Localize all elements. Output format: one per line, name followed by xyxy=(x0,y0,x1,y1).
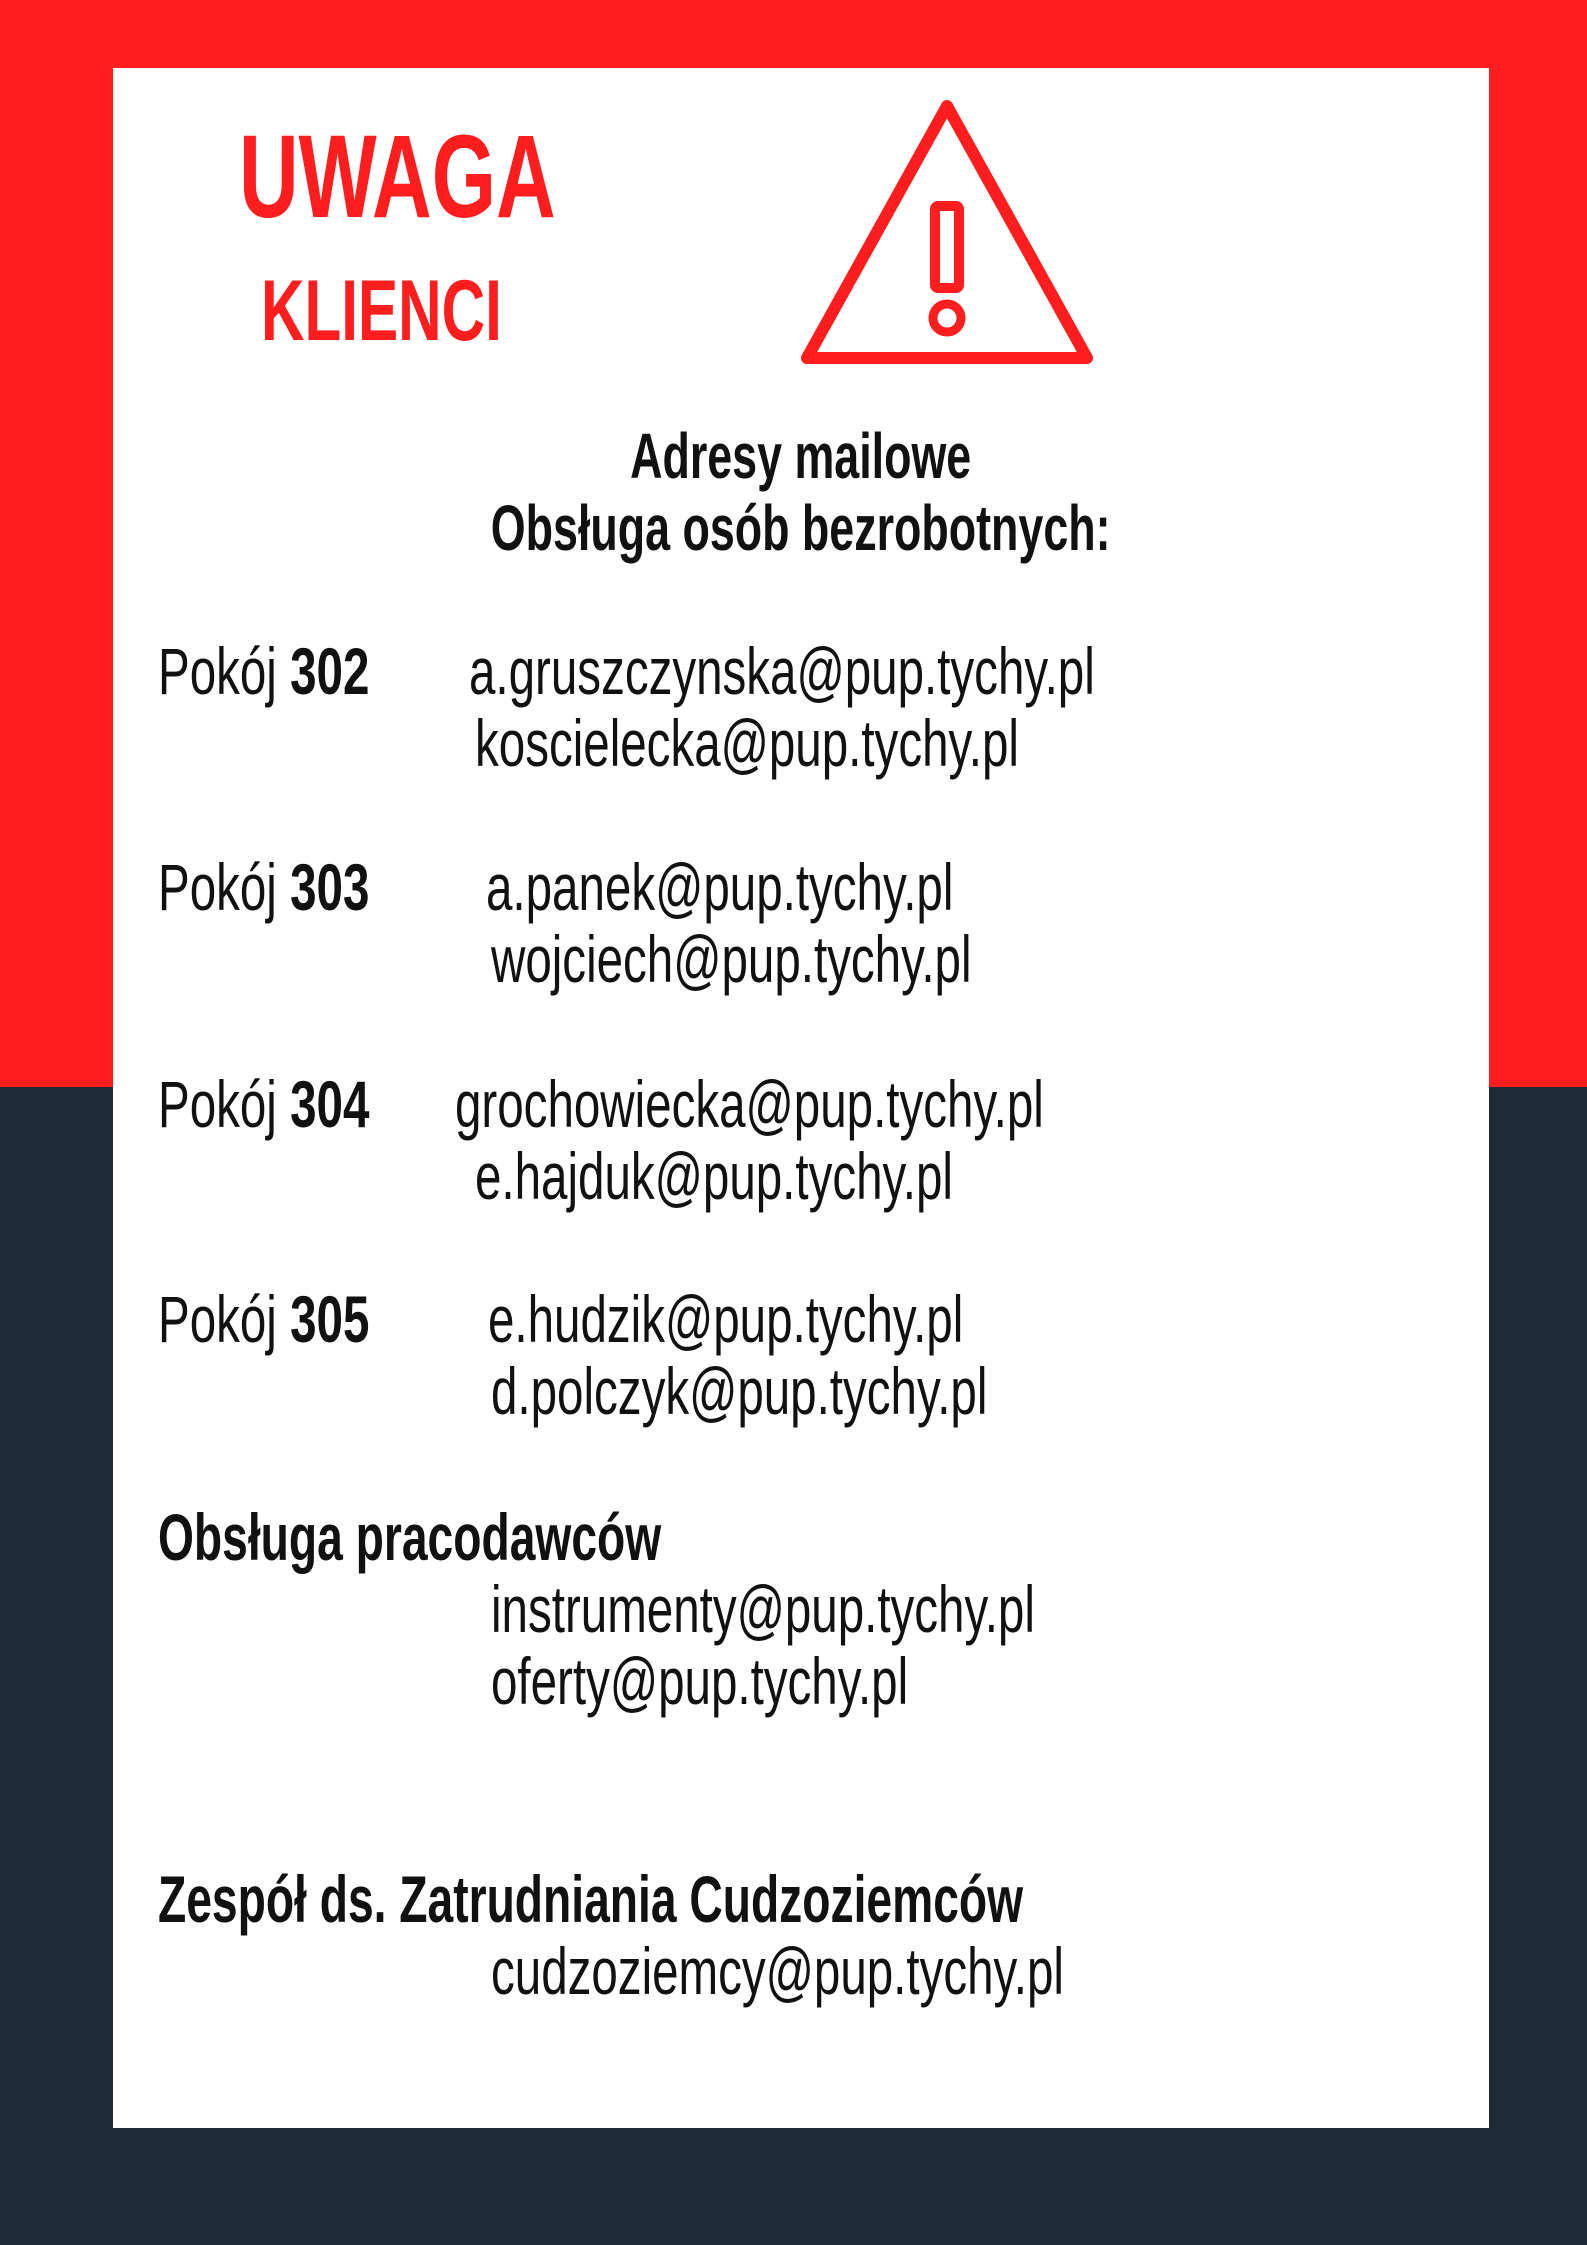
email-link[interactable]: koscielecka@pup.tychy.pl xyxy=(475,706,1019,780)
notice-title: UWAGA xyxy=(239,111,556,243)
warning-triangle-icon xyxy=(797,96,1097,366)
email-link[interactable]: grochowiecka@pup.tychy.pl xyxy=(455,1067,1044,1141)
room-304-label: Pokój 304 xyxy=(158,1067,370,1141)
intro-line-1: Adresy mailowe xyxy=(630,420,972,492)
email-link[interactable]: a.panek@pup.tychy.pl xyxy=(486,850,954,924)
room-302-label: Pokój 302 xyxy=(158,634,370,708)
email-link[interactable]: e.hajduk@pup.tychy.pl xyxy=(475,1139,953,1213)
email-link[interactable]: wojciech@pup.tychy.pl xyxy=(491,922,972,996)
room-305-label: Pokój 305 xyxy=(158,1282,370,1356)
notice-subtitle: KLIENCI xyxy=(261,263,502,359)
email-link[interactable]: d.polczyk@pup.tychy.pl xyxy=(491,1354,988,1428)
email-link[interactable]: instrumenty@pup.tychy.pl xyxy=(491,1572,1035,1646)
foreigners-section-title: Zespół ds. Zatrudniania Cudzoziemców xyxy=(158,1862,1024,1936)
email-link[interactable]: a.gruszczynska@pup.tychy.pl xyxy=(469,634,1095,708)
notice-card xyxy=(113,68,1489,2128)
employers-section-title: Obsługa pracodawców xyxy=(158,1500,662,1574)
email-link[interactable]: oferty@pup.tychy.pl xyxy=(491,1644,909,1718)
intro-line-2: Obsługa osób bezrobotnych: xyxy=(491,492,1111,564)
email-link[interactable]: e.hudzik@pup.tychy.pl xyxy=(488,1282,964,1356)
room-303-label: Pokój 303 xyxy=(158,850,370,924)
email-link[interactable]: cudzoziemcy@pup.tychy.pl xyxy=(491,1934,1064,2008)
